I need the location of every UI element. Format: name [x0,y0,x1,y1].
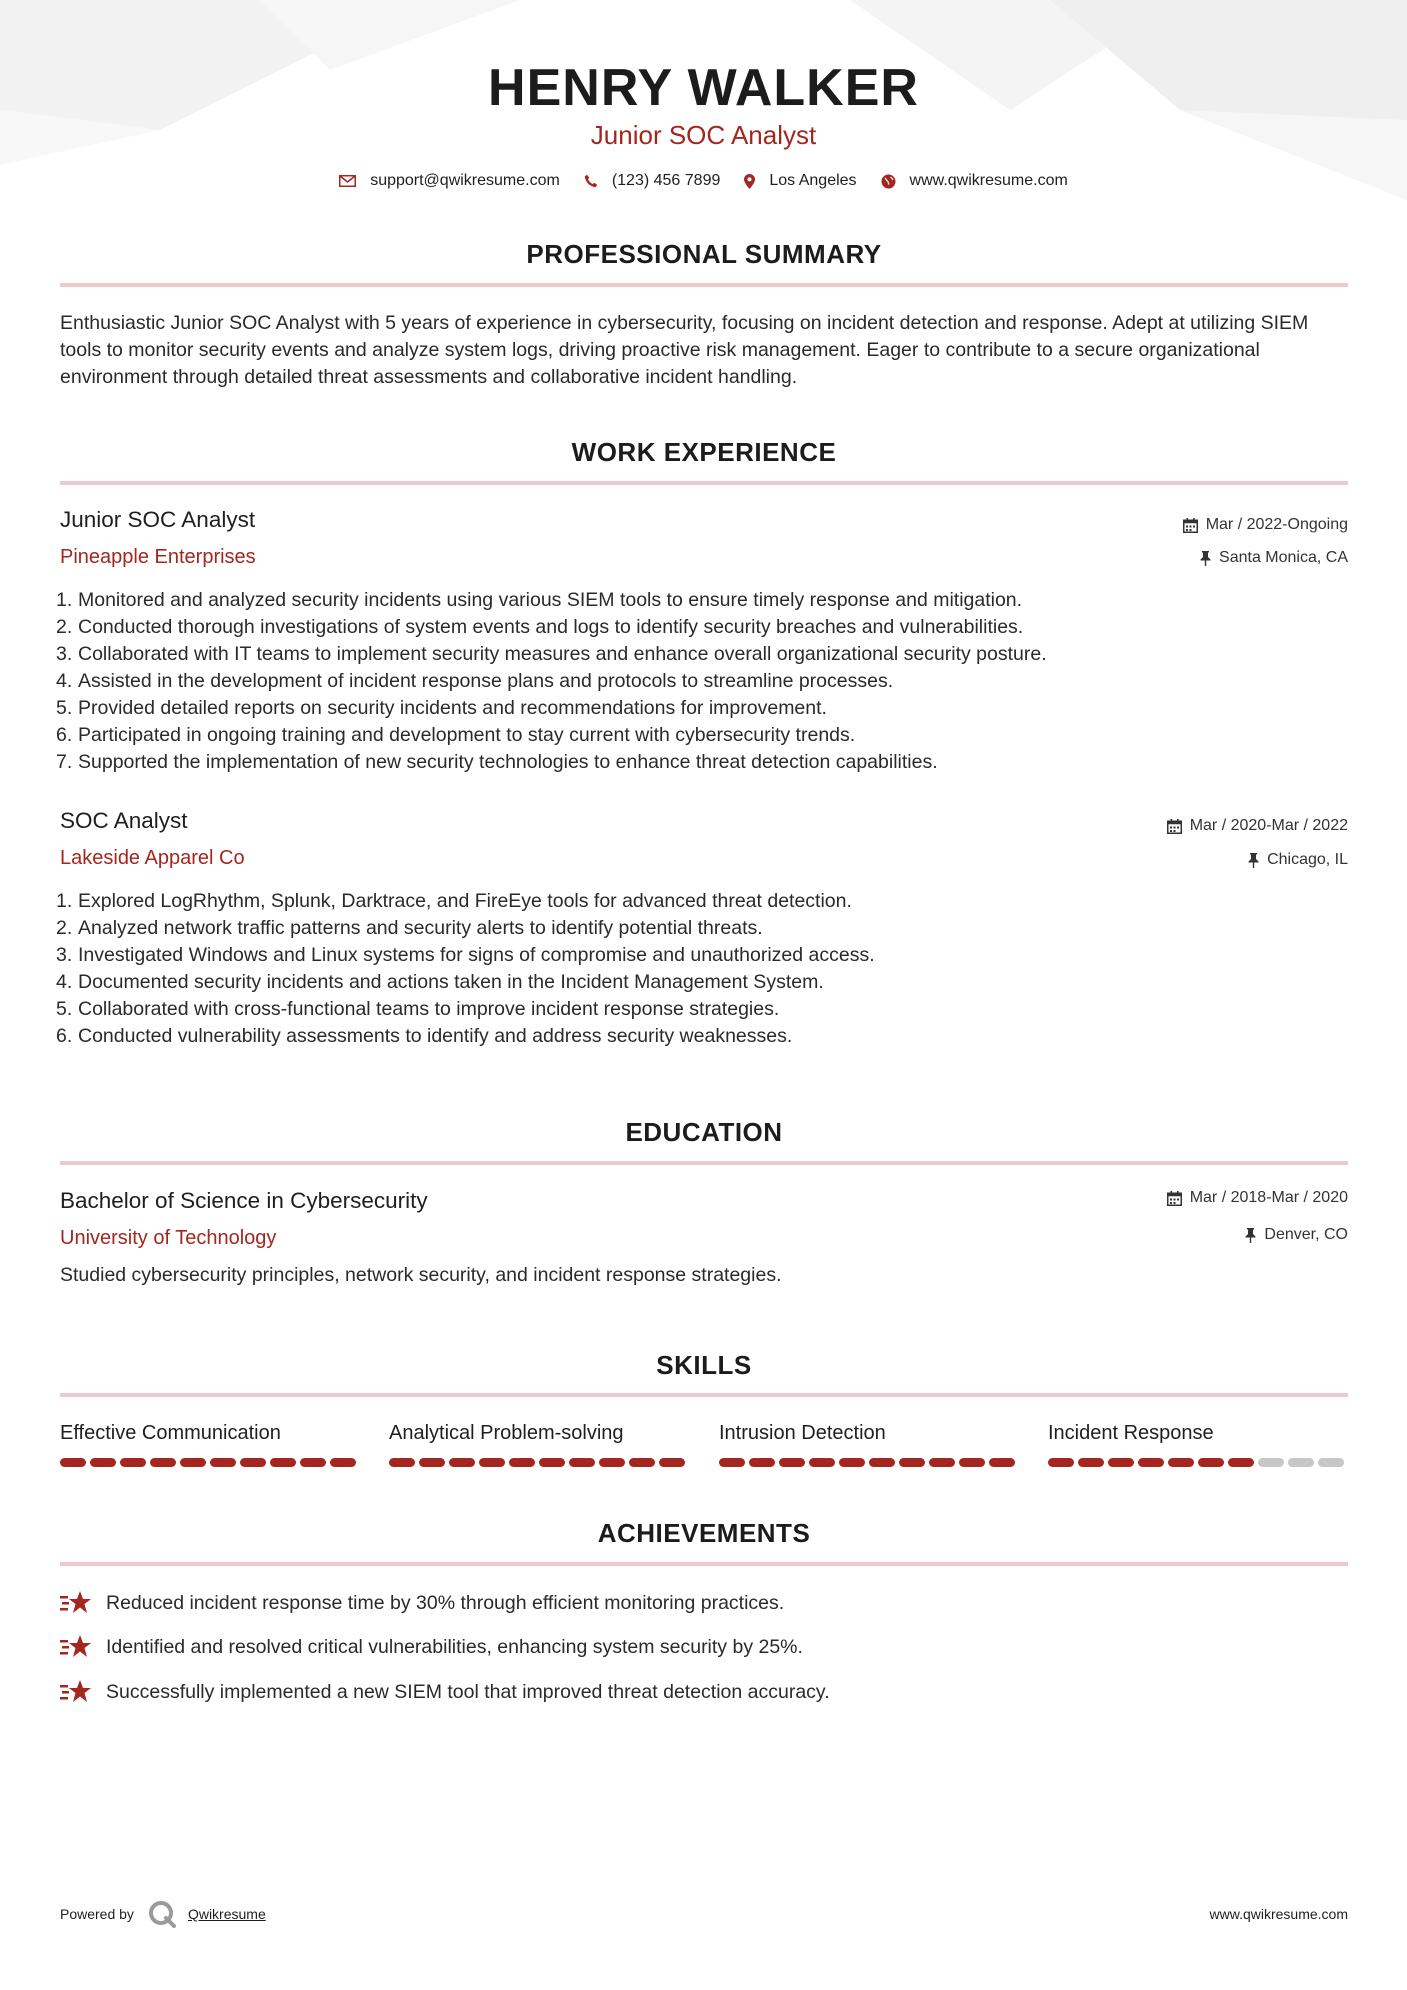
skill-segment-filled [1108,1458,1134,1467]
powered-by-label: Powered by [60,1906,134,1922]
section-divider [60,481,1348,485]
section-divider [60,1161,1348,1165]
list-number: 4. [56,971,73,993]
map-marker-icon [744,174,755,189]
skill-segment-filled [120,1458,146,1467]
skill-segment-filled [90,1458,116,1467]
section-title-education: EDUCATION [625,1117,783,1147]
calendar-icon [1183,518,1198,533]
footer-powered-by [60,1900,266,1928]
contact-location [744,172,856,190]
job-dates [1167,817,1348,835]
list-text: Analyzed network traffic patterns and security alerts to identify potential threats. [78,917,763,939]
list-item [56,749,1047,776]
list-text: Conducted vulnerability assessments to identify and address security weaknesses. [78,1025,793,1047]
skill-segment-filled [539,1458,565,1467]
list-item [56,695,1047,722]
job-company: Pineapple Enterprises [60,546,256,568]
contact-email-text: support@qwikresume.com [370,172,560,189]
list-item [56,969,875,996]
list-number: 1. [56,589,73,611]
skill-segment-empty [1288,1458,1314,1467]
section-divider [60,1393,1348,1397]
envelope-icon [339,175,356,187]
qwikresume-logo-icon [148,1900,178,1928]
list-item [56,996,875,1023]
list-item [56,614,1047,641]
contact-website-text: www.qwikresume.com [909,172,1068,189]
list-number: 6. [56,724,73,746]
list-item [56,641,1047,668]
job-dates-text: Mar / 2022-Ongoing [1205,516,1348,533]
achievement-text: Reduced incident response time by 30% through efficient monitoring practices. [106,1591,785,1614]
skill-segment-filled [569,1458,595,1467]
contact-location-text: Los Angeles [769,172,857,189]
list-number: 6. [56,1025,73,1047]
skill-segment-filled [270,1458,296,1467]
achievement-item [60,1634,803,1660]
education-location-text: Denver, CO [1264,1226,1348,1243]
contact-phone[interactable] [584,172,721,190]
list-text: Collaborated with cross-functional teams to improve incident response strategies. [78,998,780,1020]
list-number: 2. [56,917,73,939]
list-text: Conducted thorough investigations of system events and logs to identify security breaches and vulnerabilities. [78,616,1024,638]
list-text: Assisted in the development of incident response plans and protocols to streamline processes. [78,670,894,692]
contact-email[interactable] [339,172,560,190]
section-title-skills: SKILLS [656,1350,752,1380]
skill-segment-filled [210,1458,236,1467]
job-title: SOC Analyst [60,808,188,833]
pushpin-icon [1245,1228,1256,1243]
list-number: 5. [56,697,73,719]
list-number: 1. [56,890,73,912]
list-text: Documented security incidents and actions taken in the Incident Management System. [78,971,824,993]
skill-item [1048,1422,1348,1467]
list-number: 7. [56,751,73,773]
list-item [56,722,1047,749]
skill-segment-filled [180,1458,206,1467]
contact-phone-text: (123) 456 7899 [611,172,721,189]
list-item [56,888,875,915]
skill-rating-bar [389,1458,689,1467]
star-achievement-icon [60,1590,92,1616]
job-company: Lakeside Apparel Co [60,847,245,869]
list-number: 2. [56,616,73,638]
skill-name: Intrusion Detection [719,1422,886,1444]
job-bullets [56,587,1047,776]
skill-segment-filled [1138,1458,1164,1467]
job-location-text: Chicago, IL [1267,851,1348,868]
calendar-icon [1167,1191,1182,1206]
skill-segment-filled [839,1458,865,1467]
education-dates [1167,1189,1348,1207]
skill-segment-filled [240,1458,266,1467]
list-item [56,1023,875,1050]
section-divider [60,283,1348,287]
list-number: 3. [56,944,73,966]
skill-segment-filled [1078,1458,1104,1467]
skill-item [719,1422,1019,1467]
skill-rating-bar [60,1458,360,1467]
achievement-text: Successfully implemented a new SIEM tool that improved threat detection accuracy. [106,1680,830,1703]
skill-segment-filled [869,1458,895,1467]
pushpin-icon [1200,551,1211,566]
skill-segment-filled [479,1458,505,1467]
list-text: Supported the implementation of new security technologies to enhance threat detection capabilities. [78,751,938,773]
skill-segment-filled [719,1458,745,1467]
skill-segment-filled [60,1458,86,1467]
skill-name: Effective Communication [60,1422,281,1444]
skill-segment-filled [419,1458,445,1467]
skill-name: Analytical Problem-solving [389,1422,624,1444]
contact-website[interactable] [881,172,1068,190]
skill-segment-filled [599,1458,625,1467]
skill-segment-filled [629,1458,655,1467]
star-achievement-icon [60,1634,92,1660]
skill-segment-filled [1228,1458,1254,1467]
skill-segment-filled [449,1458,475,1467]
job-dates-text: Mar / 2020-Mar / 2022 [1189,817,1348,834]
job-bullets [56,888,875,1050]
skill-item [389,1422,689,1467]
pushpin-icon [1248,853,1259,868]
summary-text: Enthusiastic Junior SOC Analyst with 5 years of experience in cybersecurity, focusing on incident detection and response. Adept at utilizing SIEM tools to monitor security events and analyze system logs, driving proactive risk management. Eager to contribute to a secure organizational environment through detailed threat assessments and collaborative incident handling. [60,312,1309,388]
list-number: 5. [56,998,73,1020]
list-text: Explored LogRhythm, Splunk, Darktrace, and FireEye tools for advanced threat detection. [78,890,852,912]
section-title-summary: PROFESSIONAL SUMMARY [526,239,882,269]
achievement-text: Identified and resolved critical vulnerabilities, enhancing system security by 25%. [106,1635,803,1658]
skill-segment-filled [959,1458,985,1467]
list-item [56,915,875,942]
skill-segment-empty [1258,1458,1284,1467]
job-title: Junior SOC Analyst [60,507,256,532]
skill-segment-filled [509,1458,535,1467]
skill-segment-filled [1168,1458,1194,1467]
section-divider [60,1562,1348,1566]
globe-icon [881,174,896,189]
list-item [56,942,875,969]
skill-segment-filled [659,1458,685,1467]
skill-segment-filled [929,1458,955,1467]
skill-item [60,1422,360,1467]
job-location [1248,851,1348,869]
list-text: Investigated Windows and Linux systems for signs of compromise and unauthorized access. [78,944,875,966]
qwikresume-link[interactable]: Qwikresume [187,1906,266,1922]
skill-segment-filled [749,1458,775,1467]
skill-segment-filled [300,1458,326,1467]
phone-icon [584,174,598,188]
contact-bar [0,172,1407,190]
skill-segment-filled [899,1458,925,1467]
list-text: Participated in ongoing training and development to stay current with cybersecurity trends. [78,724,856,746]
education-location [1245,1226,1348,1244]
list-text: Collaborated with IT teams to implement security measures and enhance overall organizational security posture. [78,643,1047,665]
job-dates [1183,516,1348,534]
skill-segment-filled [389,1458,415,1467]
education-school: University of Technology [60,1227,277,1249]
skill-segment-empty [1318,1458,1344,1467]
candidate-name: HENRY WALKER [488,59,919,117]
calendar-icon [1167,819,1182,834]
education-description: Studied cybersecurity principles, network security, and incident response strategies. [60,1264,782,1286]
skill-segment-filled [779,1458,805,1467]
skill-segment-filled [1198,1458,1224,1467]
skill-segment-filled [809,1458,835,1467]
list-item [56,668,1047,695]
section-title-work: WORK EXPERIENCE [571,437,837,467]
skill-rating-bar [1048,1458,1348,1467]
achievement-item [60,1590,784,1616]
skill-segment-filled [330,1458,356,1467]
candidate-role: Junior SOC Analyst [590,120,817,150]
skill-segment-filled [1048,1458,1074,1467]
skill-segment-filled [989,1458,1015,1467]
list-text: Provided detailed reports on security incidents and recommendations for improvement. [78,697,827,719]
job-location [1200,549,1348,567]
skill-rating-bar [719,1458,1019,1467]
achievement-item [60,1679,830,1705]
skill-segment-filled [150,1458,176,1467]
section-title-achievements: ACHIEVEMENTS [597,1518,811,1548]
list-text: Monitored and analyzed security incidents using various SIEM tools to ensure timely response and mitigation. [78,589,1023,611]
job-location-text: Santa Monica, CA [1219,549,1348,566]
education-degree: Bachelor of Science in Cybersecurity [60,1188,428,1213]
list-number: 3. [56,643,73,665]
star-achievement-icon [60,1679,92,1705]
footer-website[interactable]: www.qwikresume.com [1209,1906,1348,1922]
list-item [56,587,1047,614]
education-dates-text: Mar / 2018-Mar / 2020 [1189,1189,1348,1206]
skill-name: Incident Response [1048,1422,1214,1444]
list-number: 4. [56,670,73,692]
